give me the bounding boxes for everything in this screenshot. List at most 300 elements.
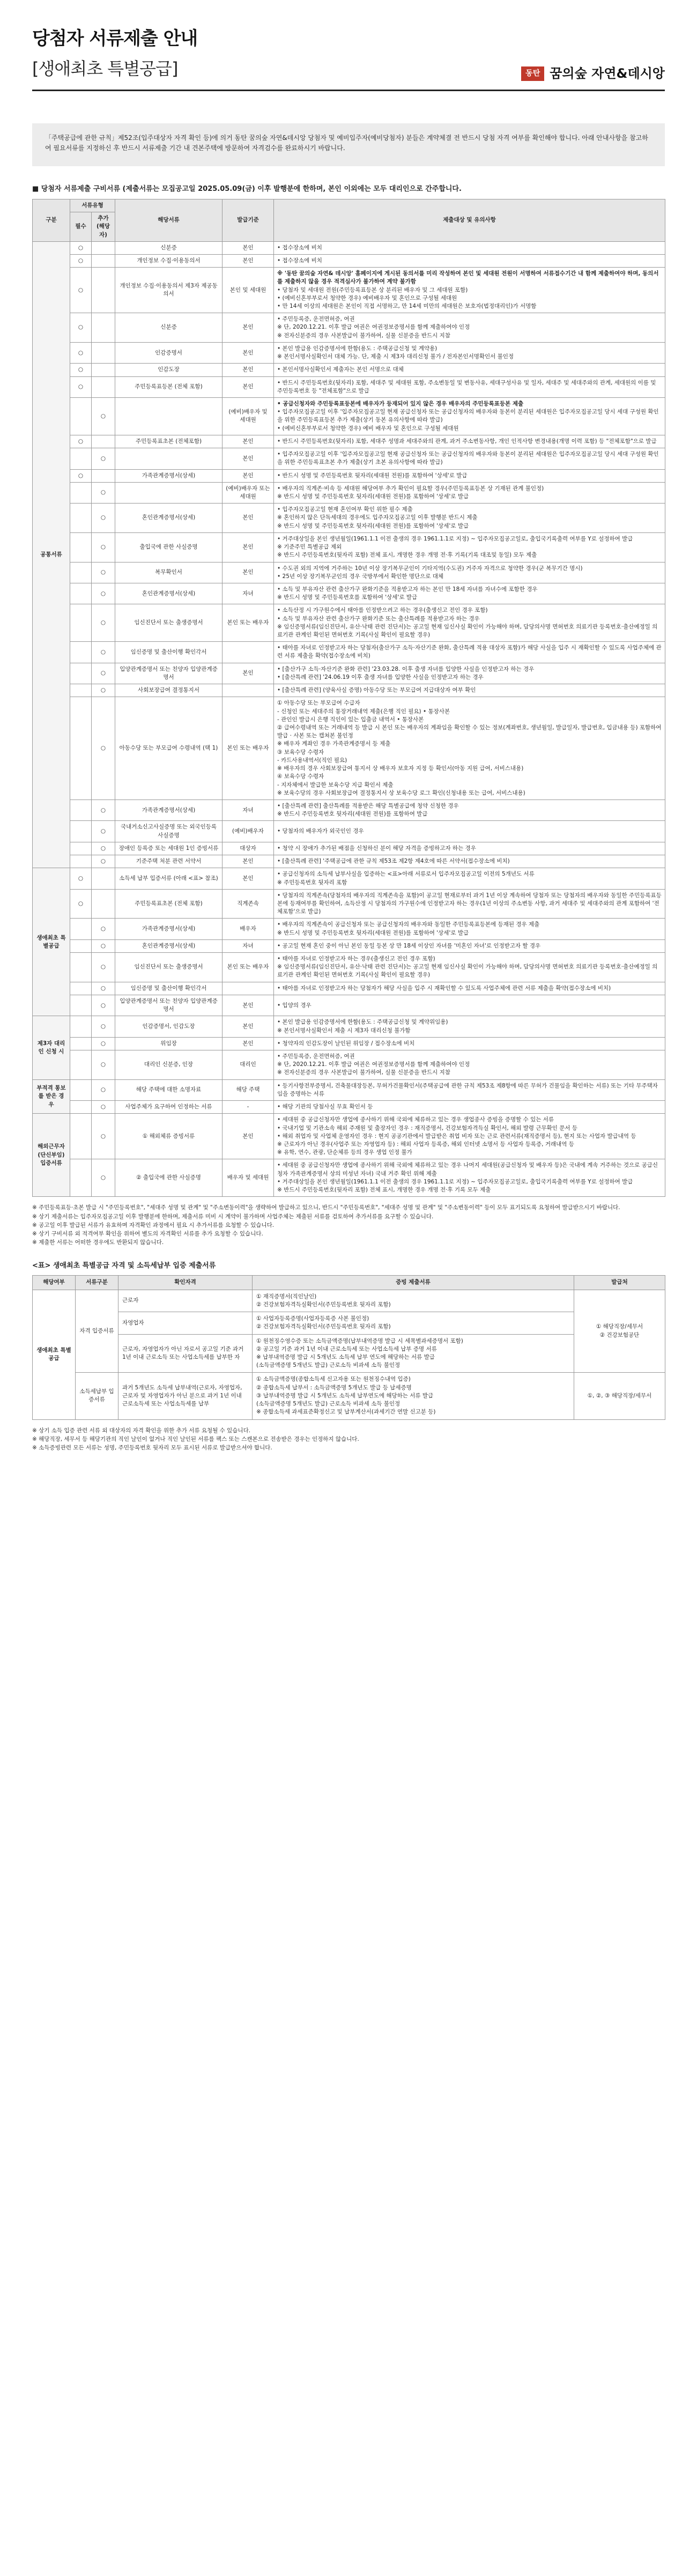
notes-cell: [274, 642, 665, 663]
additional-mark: ○: [92, 504, 115, 533]
notes-cell: [274, 241, 665, 254]
required-mark: [70, 697, 92, 800]
required-docs-cell: [253, 1312, 574, 1334]
required-mark: [70, 562, 92, 583]
table-row: [33, 1373, 665, 1419]
issuer-cell: 본인: [223, 342, 274, 363]
required-mark: [70, 1079, 92, 1100]
note-line: ※ 전자신분증의 경우 사본발급이 불가하여, 실물 신분증을 반드시 지참: [277, 1069, 450, 1076]
issuer-cell: 자녀: [223, 583, 274, 604]
required-mark: [70, 982, 92, 995]
notes-cell: [274, 1079, 665, 1100]
notes-cell: [274, 800, 665, 820]
th-category: 구분: [33, 199, 70, 241]
note-line: - 카드사용내역서(직인 필요): [277, 757, 347, 764]
additional-mark: ○: [92, 800, 115, 820]
issuer-cell: 대상자: [223, 842, 274, 855]
document-cell: [115, 448, 223, 469]
table-row: [33, 642, 665, 663]
issuer-cell: 대리인: [223, 1050, 274, 1080]
additional-mark: ○: [92, 562, 115, 583]
note-line: • 반드시 성명 및 주민등록번호 뒷자리(세대원 전원)를 포함하여 '상세'로 발급: [277, 472, 468, 479]
additional-mark: [92, 268, 115, 313]
note-line: ※ 혼인하지 않은 단독세대의 경우에도 입주자모집공고일 이후 발행분 반드시 제출: [277, 514, 478, 521]
table-row: [33, 562, 665, 583]
doc-line: ① 사업자등록증명(사업자등록증 사본 불인정): [256, 1315, 369, 1322]
required-mark: [70, 684, 92, 697]
note-line: • [출산가구 소득·자산기준 완화 관련] '23.03.28. 이후 출생 자녀를 입양한 사실을 인정받고자 하는 경우: [277, 665, 535, 672]
notes-cell: [274, 697, 665, 800]
note-line: ※ 반드시 성명 및 주민등록번호 뒷자리(세대원 전원)를 포함하여 '상세'로 발급: [277, 522, 469, 529]
table-row: [33, 697, 665, 800]
table-row: [33, 313, 665, 343]
issuer-cell: 본인: [223, 504, 274, 533]
notes-cell: [274, 995, 665, 1016]
category-cell: 해외근무자 (단신부임) 입증서류: [33, 1114, 70, 1197]
issuer-cell: (예비)배우자 및 세대원: [223, 398, 274, 435]
note-line: ※ 반드시 주민등록번호 뒷자리(세대원 전원)를 포함하여 발급: [277, 811, 428, 818]
issuer-cell: 본인 또는 배우자: [223, 953, 274, 982]
note-line: • (예비신혼부부로서 청약한 경우) 예비 배우자 및 혼인으로 구성될 세대원: [277, 425, 459, 432]
footnotes-2: [32, 1426, 665, 1453]
required-mark: [70, 1159, 92, 1197]
additional-mark: [92, 889, 115, 919]
eligibility-cell: 생애최초 특별공급: [33, 1290, 76, 1419]
note-line: ※ 임신증명서류(임신진단서, 유산·낙태 관련 진단서)는 공고일 현재 임신사실 확인이 가능해야 하며, 담당의사명 면허번호 의료기관 등록번호·출산예정일 의료기관 관계인 확인된 면허번호 기록(사실 확인이 필요할 경우): [277, 964, 658, 979]
required-mark: [70, 842, 92, 855]
table-row: [33, 1159, 665, 1197]
note-line: • [출산특례 관련] '24.06.19 이후 출생 자녀를 입양한 사실을 인정받고자 하는 경우: [277, 673, 484, 680]
issuer-cell: 자녀: [223, 939, 274, 952]
document-cell: 인감증명서: [115, 342, 223, 363]
note-line: • 25년 이상 장기복무군인의 경우 국방부에서 확인한 명단으로 대체: [277, 573, 443, 580]
additional-mark: [92, 376, 115, 397]
note-line: • 당첨자의 직계존속(당첨자의 배우자의 직계존속을 포함)이 공고일 현재로부터 과거 1년 이상 계속하여 당첨자 또는 당첨자의 배우자와 동일한 주민등록표등본에 등재여부를 확인하여, 소득산정 시 당첨자의 가구원수에 인정받고자 하는 경우(1년 이상의 주소변동 사항, 과거 세대주 및 세대주와의 관계 포함하여 '전체포함'으로 발급): [277, 892, 662, 915]
note-line: - 지자체에서 발급한 보육수당 지급 확인서 제출: [277, 781, 394, 788]
th-document: 해당서류: [115, 199, 223, 241]
brand-name: 꿈의숲 자연&데시앙: [550, 66, 665, 81]
document-cell: 혼인관계증명서(상세): [115, 583, 223, 604]
footnotes: [32, 1203, 665, 1247]
document-cell: 가족관계증명서(상세): [115, 800, 223, 820]
document-cell: ① 해외체류 증빙서류: [115, 1114, 223, 1159]
notes-cell: [274, 919, 665, 939]
required-mark: [70, 855, 92, 868]
document-cell: 국내거소신고사실증명 또는 외국인등록사실증명: [115, 821, 223, 842]
notes-cell: [274, 313, 665, 343]
additional-mark: ○: [92, 995, 115, 1016]
required-mark: [70, 583, 92, 604]
doc-line: ※ 납부내역증명 발급 시 5개년도 소득세 납부 연도에 해당하는 서류 발급: [256, 1353, 435, 1360]
table-row: [33, 504, 665, 533]
document-cell: 주민등록표초본 (전체 포함): [115, 889, 223, 919]
required-mark: ○: [70, 241, 92, 254]
note-line: • 태아를 자녀로 인정받고자 하는 경우(출생신고 전인 경우 포함): [277, 956, 435, 963]
note-line: • [출산특례 관련] 출산특례를 적용받은 해당 특별공급에 청약 신청한 경우: [277, 802, 459, 809]
note-line: • 배우자의 직계존·비속 등 세대원 해당여부 추가 확인이 필요할 경우(주민등록표등본 상 기재된 관계 불인정): [277, 485, 544, 492]
note-line: • 청약 시 장애가 추가된 배점을 신청하신 분이 해당 자격을 증빙하고자 하는 경우: [277, 845, 476, 852]
additional-mark: ○: [92, 1159, 115, 1197]
note-line: • 수도권 외의 지역에 거주하는 10년 이상 장기복무군인이 기타지역(수도권) 거주자 자격으로 청약한 경우(군 복무기간 명시): [277, 565, 583, 572]
additional-mark: ○: [92, 842, 115, 855]
doc-line: (소득금액증명 5개년도 발급) 근로소득 비과세 소득 불인정: [256, 1401, 401, 1408]
table-row: [33, 953, 665, 982]
footnote-line: ※ 제출한 서류는 어떠한 경우에도 반환되지 않습니다.: [32, 1239, 164, 1246]
th-target: 확인자격: [118, 1276, 253, 1290]
document-cell: 주민등록표등본 (전체 포함): [115, 376, 223, 397]
issuer-cell: 본인 및 세대원: [223, 268, 274, 313]
issuer-cell: (예비)배우자: [223, 821, 274, 842]
additional-mark: ○: [92, 855, 115, 868]
footnote-line: ※ 상기 제출서류는 입주자모집공고일 이후 발행분에 한하며, 제출서류 미비 시 계약이 불가하며 사업주체는 제출된 서류를 검토하여 추가서류를 요구할 수 있습니다.: [32, 1213, 434, 1220]
note-line: ※ 단, 2020.12.21. 이후 발급 여권은 여권정보증명서를 함께 제출하여야 인정: [277, 1061, 470, 1068]
document-cell: 복무확인서: [115, 562, 223, 583]
issuer-cell: 본인 또는 배우자: [223, 697, 274, 800]
brand-badge: 동탄: [521, 66, 544, 80]
section2-heading: <표> 생애최초 특별공급 자격 및 소득세납부 입증 제출서류: [32, 1261, 216, 1270]
document-cell: [115, 398, 223, 435]
table-row: [33, 1334, 665, 1373]
note-line: • 본인 발급용 인감증명서에 한함(용도 : 주택공급신청 및 계약용): [277, 345, 438, 352]
th-doc-type: 서류구분: [76, 1276, 118, 1290]
additional-mark: ○: [92, 1101, 115, 1114]
document-cell: 개인정보 수집·이용동의서 제3자 제공동의서: [115, 268, 223, 313]
document-cell: 출입국에 관한 사실증명: [115, 532, 223, 562]
note-line: • 소득 및 부유자산 관련 출산가구 완화기준을 적용받고자 하는 본인 만 18세 자녀를 자녀수에 포함한 경우: [277, 586, 538, 593]
additional-mark: [92, 313, 115, 343]
document-cell: [115, 482, 223, 503]
header-divider: [32, 90, 665, 91]
table-row: [33, 889, 665, 919]
note-line: ※ 반드시 주민등록번호(뒷자리 포함) 전체 표시, 개명한 경우 개명 전·후 기록 모두 제출: [277, 1187, 491, 1194]
issuer-cell: 본인: [223, 435, 274, 448]
table-body: [33, 241, 665, 1197]
table-row: [33, 821, 665, 842]
notes-cell: [274, 268, 665, 313]
table-row: [33, 268, 665, 313]
required-mark: [70, 1101, 92, 1114]
notes-cell: [274, 1037, 665, 1050]
sec2-issuer-cell: ①, ②, ③ 해당직장/세무서: [574, 1373, 665, 1419]
issuer-cell: 본인: [223, 254, 274, 267]
issuer-cell: 본인: [223, 241, 274, 254]
income-proof-table: [32, 1275, 665, 1419]
note-line: ※ 주민등록번호 뒷자리 포함: [277, 879, 347, 886]
document-cell: ② 출입국에 관한 사실증명: [115, 1159, 223, 1197]
note-line: ※ 임신증명서류(임신진단서, 유산·낙태 관련 진단서)는 공고일 현재 임신사실 확인이 가능해야 하며, 담당의사명 면허번호 의료기관 등록번호·출산예정일 의료기관 관계인 확인된 면허번호 기록(사실 확인이 필요할 경우): [277, 623, 658, 639]
issuer-cell: [223, 982, 274, 995]
table-row: [33, 583, 665, 604]
note-line: • 주민등록증, 운전면허증, 여권: [277, 1053, 355, 1060]
target-cell: 자영업자: [118, 1312, 253, 1334]
note-line: • 세대원 중 공급신청자만 생업에 종사하기 위해 국외에 체류하고 있는 경우 나머지 세대원(공급신청자 및 배우자 등)은 국내에 계속 거주하는 것으로 공급신청자 가족관계증명서 상의 미성년 자녀) 국내 거주 확인 위해 제출: [277, 1162, 658, 1177]
notes-cell: [274, 842, 665, 855]
notes-cell: [274, 868, 665, 889]
note-line: ※ 반드시 성명 및 주민등록번호 뒷자리(세대원 전원)를 포함하여 '상세'로 발급: [277, 929, 469, 936]
document-cell: 가족관계증명서(상세): [115, 919, 223, 939]
table-row: [33, 254, 665, 267]
note-line: ※ 배우자 계좌인 경우 가족관계증명서 등 제출: [277, 741, 391, 747]
note-line: • 거주대상일을 본인 생년월일(1961.1.1 이전 출생의 경우 1961.1.1로 지정) ~ 입주자모집공고일로, 출입국기록출력 여부를 Y로 설정하여 발급: [277, 535, 633, 542]
note-line: • 입주자모집공고일 이후 '입주자모집공고일 현재 공급신청자 또는 공급신청자의 배우자와 동본이 분리된 세대원은 입주자모집공고일 당시 세대 구성원 확인을 위한 주민등록표초본 추가 제출(상기 초본 유의사항에 따라 발급): [277, 451, 659, 466]
document-cell: 사업주체가 요구하여 인정하는 서류: [115, 1101, 223, 1114]
note-line: - 신청인 또는 세대주의 통장거래내역 제출(은행 직인 필요) • 통장사본: [277, 708, 450, 715]
notes-cell: [274, 469, 665, 482]
table-row: [33, 364, 665, 376]
notes-cell: [274, 254, 665, 267]
issuer-cell: 본인: [223, 448, 274, 469]
note-line: • 당첨자의 배우자가 외국인인 경우: [277, 828, 364, 835]
document-cell: 아동수당 또는 부모급여 수령내역 (택 1): [115, 697, 223, 800]
note-line: • 반드시 주민등록번호(뒷자리) 포함, 세대주 성명과 세대주와의 관계, 과거 주소변동사항, 개인 인적사항 변경내용(개명 이력 포함) 등 "전체포함"으로 발급: [277, 438, 657, 445]
note-line: • 공급신청자와 주민등록표등본에 배우자가 등재되어 있지 않은 경우 배우자의 주민등록표등본 제출: [277, 401, 524, 407]
additional-mark: ○: [92, 919, 115, 939]
note-line: • 공고일 현재 혼인 중이 아닌 본인 동일 등본 상 만 18세 이상인 자녀를 '미혼인 자녀'로 인정받고자 할 경우: [277, 942, 541, 949]
target-cell: 과거 5개년도 소득세 납부내역(근로자, 자영업자, 근로자 및 자영업자가 아닌 분으로 과거 1년 이내 근로소득세 또는 사업소득세를 납부: [118, 1373, 253, 1419]
issuer-cell: (예비)배우자 또는 세대원: [223, 482, 274, 503]
additional-mark: [92, 435, 115, 448]
doc-line: ② 건강보험자격득실확인서(주민등록번호 뒷자리 포함): [256, 1323, 391, 1330]
notes-cell: [274, 939, 665, 952]
required-mark: ○: [70, 469, 92, 482]
notice-box: 「주택공급에 관한 규칙」제52조(입주대상자 자격 확인 등)에 의거 동탄 꿈의숲 자연&데시앙 당첨자 및 예비입주자(예비당첨자) 분들은 계약체결 전 반드시 당첨 자격 여부를 확인해야 합니다. 아래 안내사항을 참고하여 필요서류를 지정하신 후 반드시 서류제출 기간 내 견본주택에 방문하여 자격검수를 완료하시기 바랍니다.: [32, 123, 665, 166]
table-header-row: [33, 199, 665, 212]
issuer-cell: -: [223, 1101, 274, 1114]
additional-mark: ○: [92, 642, 115, 663]
notes-cell: [274, 1016, 665, 1037]
required-docs-cell: [253, 1373, 574, 1419]
category-cell: 부적격 통보를 받은 경우: [33, 1079, 70, 1114]
issuer-cell: 직계존속: [223, 889, 274, 919]
required-mark: [70, 663, 92, 684]
table-row: [33, 982, 665, 995]
note-line: • 배우자의 직계존속이 공급신청자 또는 공급신청자의 배우자와 동일한 주민등록표등본에 등재된 경우 제출: [277, 921, 540, 928]
document-cell: 소득세 납부 입증서류 (아래 <표> 참조): [115, 868, 223, 889]
issuer-cell: 본인: [223, 995, 274, 1016]
document-cell: 위임장: [115, 1037, 223, 1050]
notes-cell: [274, 889, 665, 919]
note-line: • 주민등록증, 운전면허증, 여권: [277, 316, 355, 323]
document-cell: 사회보장급여 결정통지서: [115, 684, 223, 697]
table-row: [33, 1037, 665, 1050]
note-line: ※ 전자신분증의 경우 사본발급이 불가하여, 실물 신분증을 반드시 지참: [277, 332, 450, 339]
footnote-line: ※ 상기 소득 입증 관련 서류 외 대상자의 자격 확인을 위한 추가 서류 요청될 수 있습니다.: [32, 1427, 251, 1434]
note-line: • 국내기업 및 기관소속 해외 주재원 및 출장자인 경우 : 재직증명서, 건강보험자격득실 확인서, 해외 발령 근무확인 문서 등: [277, 1124, 578, 1131]
additional-mark: ○: [92, 953, 115, 982]
note-line: • 소득산정 시 가구원수에서 태아를 인정받으려고 하는 경우(출생신고 전인 경우 포함): [277, 607, 488, 614]
issuer-cell: 본인: [223, 313, 274, 343]
required-mark: [70, 398, 92, 435]
header: [0, 0, 697, 91]
required-mark: [70, 604, 92, 642]
issuer-cell: 본인: [223, 1114, 274, 1159]
th-required-group: 서류유형: [70, 199, 115, 212]
issuer-cell: 자녀: [223, 800, 274, 820]
note-line: • 본인서명사실확인서 제출자는 본인 서명으로 대체: [277, 366, 404, 373]
table-row: [33, 1016, 665, 1037]
table-row: [33, 1101, 665, 1114]
document-cell: 해당 주택에 대한 소명자료: [115, 1079, 223, 1100]
issuer-line: ① 해당직장/세무서: [596, 1323, 643, 1330]
note-line: ※ 배우자의 경우 사회보장급여 통지서 상 배우자 보호자 지정 등 확인서(아동 지원 급여, 서비스내용): [277, 765, 524, 772]
footnote-line: ※ 주민등록표등·초본 발급 시 "주민등록번호", "세대주 성명 및 관계" 및 "주소변동이력"을 생략하여 발급하고 있으니, 반드시 "주민등록번호", "세대주 성명 및 관계" 및 "주소변동이력" 등이 모두 표기되도록 요청하여 발급받으시기 바랍니다.: [32, 1204, 620, 1211]
notes-cell: [274, 953, 665, 982]
notes-cell: [274, 583, 665, 604]
additional-mark: ○: [92, 1114, 115, 1159]
required-mark: ○: [70, 268, 92, 313]
additional-mark: ○: [92, 1037, 115, 1050]
additional-mark: ○: [92, 697, 115, 800]
notes-cell: [274, 821, 665, 842]
additional-mark: ○: [92, 684, 115, 697]
issuer-cell: 본인: [223, 855, 274, 868]
required-mark: [70, 532, 92, 562]
note-line: • 청약자의 인감도장이 날인된 위임장 / 접수장소에 비치: [277, 1040, 415, 1047]
notes-cell: [274, 364, 665, 376]
document-cell: 인감증명서, 인감도장: [115, 1016, 223, 1037]
note-line: • 만 14세 이상의 세대원은 본인이 직접 서명하고, 만 14세 미만의 세대원은 보호자(법정대리인)가 서명함: [277, 303, 537, 310]
additional-mark: ○: [92, 482, 115, 503]
note-line: ② 급여수령내역 또는 거래내역 등 발급 시 본인 또는 배우자의 계좌임을 확인할 수 있는 정보(계좌번호, 생년월일, 발급일자, 발급번호, 입금내용 등) 포함하여 발급 · 사본 또는 캡쳐본 불인정: [277, 724, 662, 739]
note-line: • 등기사항전부증명서, 건축물대장등본, 무허가건물확인서(주택공급에 관한 규칙 제53조 제8항에 따른 무허가 건물임을 확인하는 서류) 또는 기타 무주택자임을 증명하는 서류: [277, 1082, 658, 1097]
additional-mark: ○: [92, 448, 115, 469]
table-row: [33, 1079, 665, 1100]
additional-mark: [92, 868, 115, 889]
note-line: • 당첨자 및 세대원 전원(주민등록표등본 상 분리된 배우자 및 그 세대원 포함): [277, 286, 468, 293]
doc-line: ① 재직증명서(직인날인): [256, 1293, 317, 1300]
required-mark: ○: [70, 435, 92, 448]
required-mark: [70, 919, 92, 939]
required-mark: ○: [70, 364, 92, 376]
note-line: • 본인 발급용 인감증명서에 한함(용도 : 주택공급신청 및 계약위임용): [277, 1019, 448, 1026]
required-mark: [70, 1016, 92, 1037]
table-row: [33, 1312, 665, 1334]
footnote-line: ※ 해당직장, 세무서 등 해당기관의 직인 날인이 없거나 직인 날인된 서류를 팩스 또는 스캔본으로 전송받은 경우는 인정하지 않습니다.: [32, 1435, 359, 1442]
target-cell: 근로자, 자영업자가 아닌 자로서 공고일 기준 과거 1년 이내 근로소득 또는 사업소득세를 납부한 자: [118, 1334, 253, 1373]
th-eligibility: 해당여부: [33, 1276, 76, 1290]
required-mark: [70, 939, 92, 952]
sec2-body: [33, 1290, 665, 1419]
note-line: ※ 본인서명사실확인서 제출 시 제3자 대리신청 불가함: [277, 1027, 411, 1034]
table-row: [33, 995, 665, 1016]
sec2-issuer-cell: [574, 1290, 665, 1373]
note-line: • 반드시 주민등록번호(뒷자리) 포함, 세대주 및 세대원 포함, 주소변동일 및 변동사유, 세대구성사유 및 일자, 세대주 및 세대주와의 관계, 세대원의 이름 및 주민등록번호 등 "전체포함"으로 발급: [277, 379, 656, 394]
table-row: [33, 604, 665, 642]
additional-mark: ○: [92, 1016, 115, 1037]
table-row: [33, 435, 665, 448]
table-row: [33, 376, 665, 397]
additional-mark: ○: [92, 1050, 115, 1080]
issuer-cell: 본인: [223, 663, 274, 684]
note-line: ※ 유학, 연수, 관광, 단순체류 등의 경우 생업 인정 불가: [277, 1149, 412, 1156]
table-row: [33, 482, 665, 503]
doc-line: ① 소득금액증명(종합소득세 신고자용 또는 원천징수내역 입증): [256, 1376, 411, 1383]
doc-line: ② 종합소득세 납부서 : 소득금액증명 5개년도 발급 등 납세증명: [256, 1384, 412, 1391]
category-cell: 제3자 대리인 신청 시: [33, 1016, 70, 1079]
required-mark: [70, 800, 92, 820]
target-cell: 근로자: [118, 1290, 253, 1312]
document-cell: 임신증명 및 출산이행 확인각서: [115, 642, 223, 663]
required-docs-cell: [253, 1290, 574, 1312]
notes-cell: [274, 448, 665, 469]
note-line: ※ 본인서명사실확인서 대체 가능. 단, 제출 시 제3자 대리신청 불가 / 전자본인서명확인서 불인정: [277, 353, 514, 360]
note-line: • [출산특례 관련] (양육사실 증명) 아동수당 또는 부모급여 지급대상자 여부 확인: [277, 687, 476, 694]
notes-cell: [274, 684, 665, 697]
doc-type-cell: 소득세납부 입증서류: [76, 1373, 118, 1419]
sec2-header-row: [33, 1276, 665, 1290]
document-cell: 신분증: [115, 313, 223, 343]
document-cell: 임신진단서 또는 출생증명서: [115, 604, 223, 642]
page-title: 당첨자 서류제출 안내: [32, 28, 198, 49]
notes-cell: [274, 1101, 665, 1114]
doc-line: ※ 종합소득세 과세표준확정신고 및 납부계산서(과세기간 연말 신고분 등): [256, 1409, 436, 1416]
required-docs-cell: [253, 1334, 574, 1373]
additional-mark: ○: [92, 604, 115, 642]
note-line: • 해당 기관의 당첨사실 무효 확인서 등: [277, 1104, 373, 1111]
additional-mark: [92, 364, 115, 376]
table-row: [33, 842, 665, 855]
required-mark: ○: [70, 254, 92, 267]
note-line: ※ 기준주민 특별공급 제외: [277, 544, 342, 551]
doc-line: (소득금액증명 5개년도 발급) 근로소득 비과세 소득 불인정: [256, 1362, 401, 1369]
note-line: ① 아동수당 또는 부모급여 수급자: [277, 700, 360, 707]
footnote-line: ※ 소득증빙관련 모든 서류는 성명, 주민등록번호 뒷자리 모두 표시된 서류로 발급받으셔야 합니다.: [32, 1445, 272, 1452]
note-line: ※ 근로자가 아닌 경우(사업주 또는 자영업자 등) : 해외 사업자 등록증, 해외 인터넷 소명서 등 사업자 등록증, 거래내역 등: [277, 1141, 574, 1148]
document-cell: 인감도장: [115, 364, 223, 376]
note-line: ③ 보육수당 수령자: [277, 749, 324, 756]
note-line: • [출산특례 관련] '주택공급에 관한 규칙 제53조 제2항 제4호에 따른 서약서(접수장소에 비치): [277, 858, 510, 865]
required-mark: ○: [70, 342, 92, 363]
th-notes: 제출대상 및 유의사항: [274, 199, 665, 241]
additional-mark: ○: [92, 821, 115, 842]
note-line: ※ '동탄 꿈의숲 자연& 데시앙' 홈페이지에 게시된 동의서를 미리 작성하여 본인 및 세대원 전원이 서명하여 서류접수기간 내 함께 제출하여야 하며, 동의서를 제출하지 않을 경우 적격심사가 불가하여 계약 불가함: [277, 270, 659, 285]
table-row: [33, 800, 665, 820]
footnote-line: ※ 상기 구비서류 외 적격여부 확인을 위하여 별도의 자격확인 서류를 추가 요청할 수 있습니다.: [32, 1231, 263, 1238]
table-row: [33, 342, 665, 363]
required-mark: [70, 1037, 92, 1050]
table-row: [33, 919, 665, 939]
footnote-line: ※ 공고일 이후 발급된 서류가 유효하며 자격확인 과정에서 필요 시 추가서류를 요청할 수 있습니다.: [32, 1222, 275, 1228]
document-cell: 기준주택 처분 관련 서약서: [115, 855, 223, 868]
required-mark: [70, 995, 92, 1016]
issuer-cell: 해당 주택: [223, 1079, 274, 1100]
brand: [521, 64, 665, 83]
issuer-cell: 본인: [223, 1016, 274, 1037]
page-subtitle: [생애최초 특별공급]: [32, 58, 178, 79]
doc-line: ③ 납부내역증명 발급 시 5개년도 소득세 납부연도에 해당하는 서류 발급: [256, 1392, 434, 1399]
notes-cell: [274, 604, 665, 642]
additional-mark: ○: [92, 532, 115, 562]
issuer-cell: [223, 642, 274, 663]
table-row: [33, 469, 665, 482]
required-mark: ○: [70, 313, 92, 343]
note-line: ※ 반드시 주민등록번호(뒷자리 포함) 전체 표시, 개명한 경우 개명 전·후 기록(기록 대조및 동일) 모두 제출: [277, 552, 537, 559]
th-required-docs: 증빙 제출서류: [253, 1276, 574, 1290]
additional-mark: ○: [92, 583, 115, 604]
issuer-cell: 본인 또는 배우자: [223, 604, 274, 642]
note-line: • (예비신혼부부로서 청약한 경우) 예비배우자 및 혼인으로 구성될 세대원: [277, 294, 457, 301]
note-line: • 공급신청자의 소득세 납부사실을 입증하는 <표>아래 서류로서 입주자모집공고일 이전의 5개년도 서류: [277, 871, 535, 878]
issuer-cell: 본인: [223, 1037, 274, 1050]
required-mark: [70, 821, 92, 842]
note-line: • 입주자모집공고일 이후 '입주자모집공고일 현재 공급신청자 또는 공급신청자의 배우자와 동본이 분리된 세대원은 입주자모집공고일 당시 세대 구성원 확인을 위한 주민등록표등본 추가 제출(상기 동본 유의사항에 따라 발급): [277, 409, 659, 424]
doc-line: ② 건강보험자격득실확인서(주민등록번호 뒷자리 포함): [256, 1301, 391, 1308]
th-additional: 추가 (해당자): [92, 212, 115, 242]
table-row: [33, 1050, 665, 1080]
table-row: [33, 398, 665, 435]
required-mark: [70, 642, 92, 663]
additional-mark: [92, 254, 115, 267]
